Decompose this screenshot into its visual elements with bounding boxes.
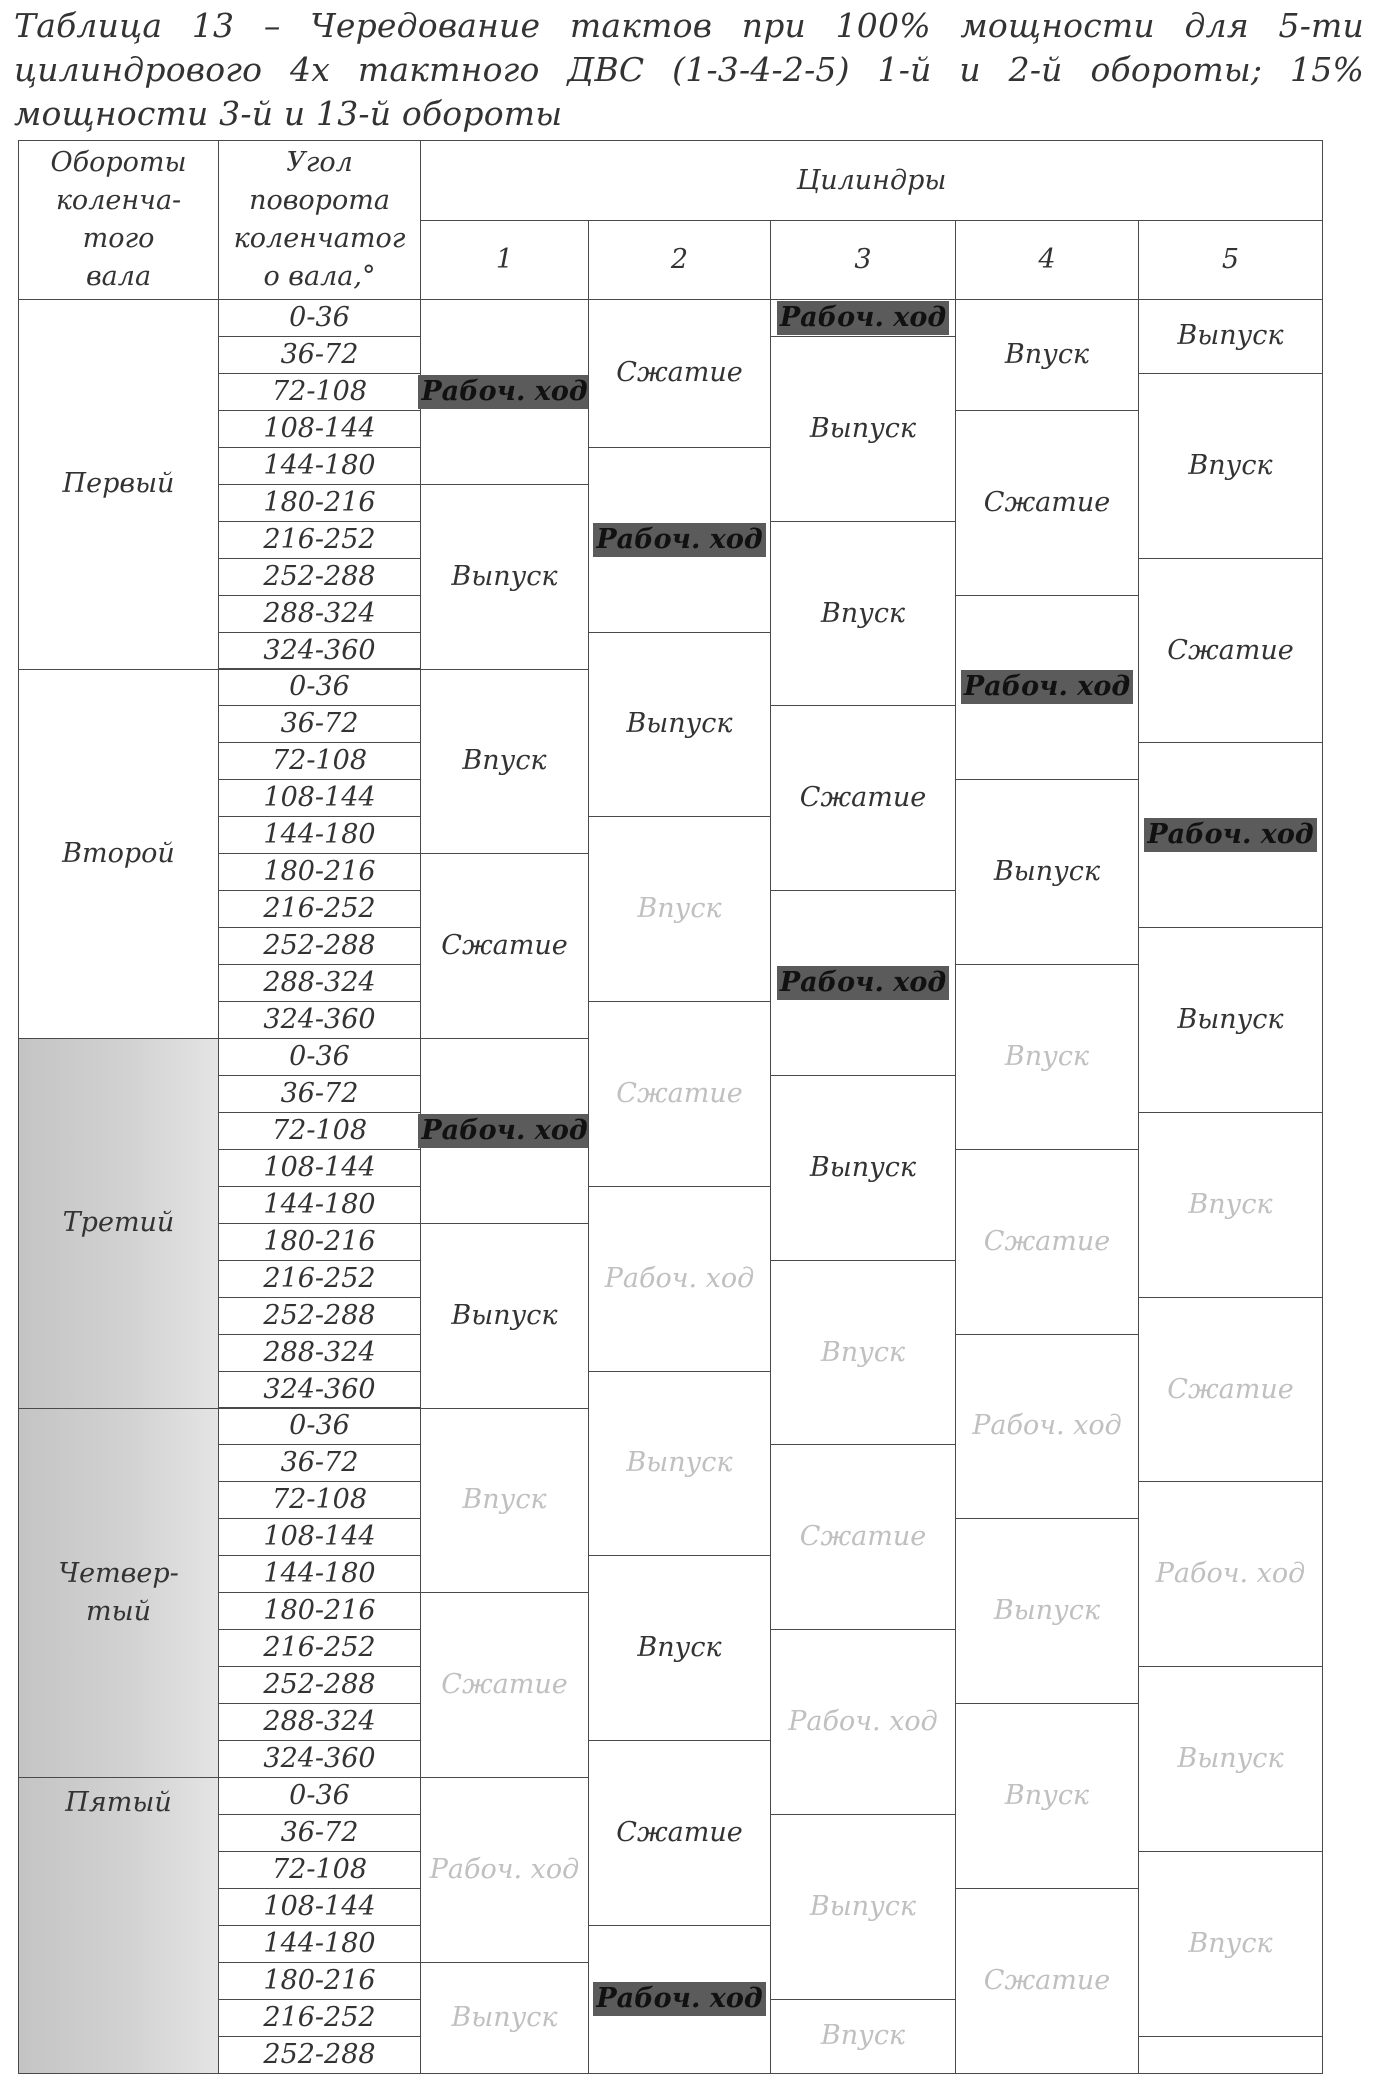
header-cylinders-label: Цилиндры bbox=[797, 162, 947, 200]
angle-value: 108-144 bbox=[263, 1518, 375, 1556]
stroke-cell-cyl2 bbox=[588, 299, 771, 448]
angle-value: 324-360 bbox=[263, 1371, 375, 1409]
angle-value: 288-324 bbox=[263, 595, 375, 633]
angle-cell bbox=[218, 779, 421, 817]
angle-cell bbox=[218, 1555, 421, 1593]
angle-cell bbox=[218, 1925, 421, 1963]
angle-value: 72-108 bbox=[272, 1851, 367, 1889]
stroke-cell-cyl3 bbox=[770, 1075, 956, 1261]
revolution-cell bbox=[18, 1408, 219, 1779]
stroke-label: Впуск bbox=[821, 595, 905, 633]
angle-value: 324-360 bbox=[263, 1001, 375, 1039]
stroke-cell-cyl5 bbox=[1138, 373, 1323, 559]
angle-value: 36-72 bbox=[281, 705, 359, 743]
angle-value: 216-252 bbox=[263, 521, 375, 559]
stroke-cell-cyl4 bbox=[955, 299, 1139, 411]
stroke-cell-cyl1 bbox=[420, 299, 589, 485]
angle-cell bbox=[218, 1112, 421, 1150]
stroke-cell-cyl3 bbox=[770, 521, 956, 707]
angle-cell bbox=[218, 1297, 421, 1335]
stroke-cell-cyl5 bbox=[1138, 299, 1323, 374]
angle-cell bbox=[218, 669, 421, 707]
stroke-label: Выпуск bbox=[1177, 317, 1283, 355]
angle-value: 108-144 bbox=[263, 1149, 375, 1187]
cylinder-number: 4 bbox=[1038, 241, 1055, 279]
stroke-cell-cyl2 bbox=[588, 1371, 771, 1557]
revolution-label: Третий bbox=[63, 1204, 175, 1242]
stroke-cell-cyl5 bbox=[1138, 2036, 1323, 2074]
angle-value: 324-360 bbox=[263, 632, 375, 670]
stroke-cell-cyl5 bbox=[1138, 1112, 1323, 1298]
stroke-cell-cyl3 bbox=[770, 299, 956, 337]
header-cylinder-3 bbox=[770, 220, 956, 300]
angle-value: 180-216 bbox=[263, 853, 375, 891]
stroke-label: Выпуск bbox=[626, 1444, 732, 1482]
angle-value: 144-180 bbox=[263, 1555, 375, 1593]
angle-cell bbox=[218, 1518, 421, 1556]
stroke-cell-cyl4 bbox=[955, 1518, 1139, 1704]
header-angle bbox=[218, 140, 421, 300]
angle-cell bbox=[218, 484, 421, 522]
stroke-label: Впуск bbox=[637, 1629, 721, 1667]
angle-cell bbox=[218, 1851, 421, 1889]
stroke-label: Впуск bbox=[1188, 1925, 1272, 1963]
stroke-label: Впуск bbox=[1188, 1186, 1272, 1224]
stroke-cell-cyl1 bbox=[420, 484, 589, 670]
angle-value: 108-144 bbox=[263, 779, 375, 817]
angle-value: 180-216 bbox=[263, 1962, 375, 2000]
stroke-cell-cyl3 bbox=[770, 890, 956, 1076]
stroke-cell-cyl2 bbox=[588, 1740, 771, 1926]
stroke-cell-cyl1 bbox=[420, 1223, 589, 1409]
angle-value: 0-36 bbox=[289, 299, 350, 337]
stroke-cell-cyl5 bbox=[1138, 1297, 1323, 1483]
stroke-label: Сжатие bbox=[616, 1075, 742, 1113]
header-angle-label: Угол поворота коленчатог о вала,° bbox=[234, 144, 406, 296]
stroke-cell-cyl1 bbox=[420, 1038, 589, 1224]
stroke-cell-cyl2 bbox=[588, 447, 771, 633]
power-stroke-label: Рабоч. ход bbox=[1144, 818, 1316, 852]
cylinder-number: 5 bbox=[1222, 241, 1239, 279]
revolution-label: Пятый bbox=[65, 1784, 171, 1822]
angle-value: 36-72 bbox=[281, 336, 359, 374]
stroke-label: Впуск bbox=[821, 1334, 905, 1372]
stroke-cell-cyl4 bbox=[955, 779, 1139, 965]
angle-cell bbox=[218, 964, 421, 1002]
angle-value: 72-108 bbox=[272, 742, 367, 780]
power-stroke-label: Рабоч. ход bbox=[777, 966, 949, 1000]
header-cylinder-2 bbox=[588, 220, 771, 300]
stroke-label: Выпуск bbox=[994, 853, 1100, 891]
power-stroke-label: Рабоч. ход bbox=[418, 375, 590, 409]
stroke-cell-cyl3 bbox=[770, 336, 956, 522]
cylinder-number: 3 bbox=[854, 241, 871, 279]
angle-value: 252-288 bbox=[263, 558, 375, 596]
stroke-label: Сжатие bbox=[616, 1814, 742, 1852]
angle-value: 144-180 bbox=[263, 447, 375, 485]
stroke-cell-cyl3 bbox=[770, 1444, 956, 1630]
angle-value: 216-252 bbox=[263, 1260, 375, 1298]
stroke-cell-cyl4 bbox=[955, 595, 1139, 781]
stroke-label: Впуск bbox=[1188, 447, 1272, 485]
angle-value: 0-36 bbox=[289, 1777, 350, 1815]
angle-cell bbox=[218, 1408, 421, 1446]
angle-cell bbox=[218, 1075, 421, 1113]
cylinder-number: 2 bbox=[671, 241, 688, 279]
stroke-cell-cyl1 bbox=[420, 1777, 589, 1963]
angle-cell bbox=[218, 595, 421, 633]
angle-cell bbox=[218, 1629, 421, 1667]
angle-cell bbox=[218, 632, 421, 670]
angle-cell bbox=[218, 1260, 421, 1298]
angle-cell bbox=[218, 1666, 421, 1704]
stroke-cell-cyl1 bbox=[420, 1962, 589, 2074]
angle-cell bbox=[218, 1038, 421, 1076]
stroke-cell-cyl2 bbox=[588, 1555, 771, 1741]
revolution-cell bbox=[18, 1777, 219, 2074]
strokes-table bbox=[0, 0, 1377, 2086]
angle-value: 252-288 bbox=[263, 1666, 375, 1704]
angle-cell bbox=[218, 816, 421, 854]
stroke-label: Сжатие bbox=[800, 1518, 926, 1556]
stroke-label: Впуск bbox=[1005, 1038, 1089, 1076]
angle-value: 288-324 bbox=[263, 964, 375, 1002]
angle-cell bbox=[218, 705, 421, 743]
header-cylinder-1 bbox=[420, 220, 589, 300]
stroke-label: Выпуск bbox=[451, 1999, 557, 2037]
revolution-cell bbox=[18, 669, 219, 1040]
angle-cell bbox=[218, 447, 421, 485]
stroke-label: Сжатие bbox=[984, 484, 1110, 522]
angle-value: 72-108 bbox=[272, 1112, 367, 1150]
angle-value: 36-72 bbox=[281, 1814, 359, 1852]
angle-cell bbox=[218, 1444, 421, 1482]
angle-cell bbox=[218, 890, 421, 928]
power-stroke-label: Рабоч. ход bbox=[593, 523, 765, 557]
angle-cell bbox=[218, 742, 421, 780]
header-revolutions bbox=[18, 140, 219, 300]
angle-cell bbox=[218, 1592, 421, 1630]
angle-cell bbox=[218, 410, 421, 448]
angle-value: 144-180 bbox=[263, 1186, 375, 1224]
angle-value: 108-144 bbox=[263, 1888, 375, 1926]
stroke-label: Рабоч. ход bbox=[788, 1703, 938, 1741]
angle-value: 288-324 bbox=[263, 1334, 375, 1372]
document-page bbox=[0, 0, 1377, 2086]
stroke-cell-cyl2 bbox=[588, 816, 771, 1002]
stroke-label: Впуск bbox=[462, 1481, 546, 1519]
angle-value: 252-288 bbox=[263, 927, 375, 965]
angle-value: 252-288 bbox=[263, 1297, 375, 1335]
angle-cell bbox=[218, 1962, 421, 2000]
stroke-label: Сжатие bbox=[441, 1666, 567, 1704]
angle-cell bbox=[218, 1149, 421, 1187]
angle-cell bbox=[218, 927, 421, 965]
stroke-cell-cyl3 bbox=[770, 705, 956, 891]
stroke-label: Сжатие bbox=[616, 354, 742, 392]
angle-cell bbox=[218, 558, 421, 596]
stroke-label: Выпуск bbox=[451, 1297, 557, 1335]
angle-value: 216-252 bbox=[263, 890, 375, 928]
stroke-cell-cyl1 bbox=[420, 669, 589, 855]
angle-value: 288-324 bbox=[263, 1703, 375, 1741]
stroke-label: Сжатие bbox=[984, 1962, 1110, 2000]
stroke-cell-cyl2 bbox=[588, 1001, 771, 1187]
angle-cell bbox=[218, 1703, 421, 1741]
angle-value: 252-288 bbox=[263, 2036, 375, 2074]
stroke-cell-cyl4 bbox=[955, 1888, 1139, 2074]
angle-value: 36-72 bbox=[281, 1444, 359, 1482]
stroke-label: Выпуск bbox=[1177, 1740, 1283, 1778]
angle-value: 216-252 bbox=[263, 1629, 375, 1667]
stroke-label: Рабоч. ход bbox=[430, 1851, 580, 1889]
angle-cell bbox=[218, 373, 421, 411]
stroke-cell-cyl2 bbox=[588, 1186, 771, 1372]
power-stroke-label: Рабоч. ход bbox=[777, 301, 949, 335]
stroke-cell-cyl3 bbox=[770, 1999, 956, 2074]
stroke-label: Выпуск bbox=[810, 410, 916, 448]
angle-cell bbox=[218, 1888, 421, 1926]
power-stroke-label: Рабоч. ход bbox=[593, 1982, 765, 2016]
stroke-cell-cyl5 bbox=[1138, 742, 1323, 928]
table-caption: Таблица 13 – Чередование тактов при 100% мощности для 5-ти цилиндрового 4х тактного ДВС (1-3-4-2-5) 1-й и 2-й обороты; 15% мощности 3-й и 13-й обороты bbox=[14, 4, 1364, 136]
stroke-cell-cyl4 bbox=[955, 1703, 1139, 1889]
header-cylinders bbox=[420, 140, 1323, 221]
angle-value: 0-36 bbox=[289, 668, 350, 706]
stroke-label: Рабоч. ход bbox=[1156, 1555, 1306, 1593]
angle-cell bbox=[218, 1186, 421, 1224]
revolution-label: Второй bbox=[62, 835, 175, 873]
stroke-label: Выпуск bbox=[1177, 1001, 1283, 1039]
revolution-label: Четвер- тый bbox=[58, 1555, 179, 1631]
stroke-cell-cyl2 bbox=[588, 1925, 771, 2074]
stroke-cell-cyl3 bbox=[770, 1814, 956, 2000]
stroke-label: Сжатие bbox=[1167, 1371, 1293, 1409]
angle-value: 180-216 bbox=[263, 1223, 375, 1261]
stroke-label: Рабоч. ход bbox=[972, 1407, 1122, 1445]
angle-cell bbox=[218, 2036, 421, 2074]
angle-value: 72-108 bbox=[272, 373, 367, 411]
stroke-cell-cyl4 bbox=[955, 1149, 1139, 1335]
stroke-label: Сжатие bbox=[1167, 632, 1293, 670]
angle-cell bbox=[218, 853, 421, 891]
angle-value: 216-252 bbox=[263, 1999, 375, 2037]
angle-value: 144-180 bbox=[263, 1925, 375, 1963]
stroke-cell-cyl3 bbox=[770, 1260, 956, 1446]
stroke-cell-cyl4 bbox=[955, 964, 1139, 1150]
angle-cell bbox=[218, 1999, 421, 2037]
stroke-cell-cyl4 bbox=[955, 410, 1139, 596]
cylinder-number: 1 bbox=[496, 241, 513, 279]
stroke-label: Выпуск bbox=[810, 1149, 916, 1187]
stroke-label: Впуск bbox=[1005, 1777, 1089, 1815]
header-revolutions-label: Обороты коленча- того вала bbox=[50, 144, 186, 296]
stroke-label: Рабоч. ход bbox=[605, 1260, 755, 1298]
power-stroke-label: Рабоч. ход bbox=[418, 1114, 590, 1148]
stroke-label: Выпуск bbox=[451, 558, 557, 596]
stroke-cell-cyl5 bbox=[1138, 927, 1323, 1113]
revolution-cell bbox=[18, 299, 219, 670]
angle-cell bbox=[218, 1334, 421, 1372]
angle-value: 0-36 bbox=[289, 1407, 350, 1445]
stroke-label: Выпуск bbox=[994, 1592, 1100, 1630]
stroke-label: Впуск bbox=[462, 742, 546, 780]
stroke-label: Выпуск bbox=[626, 705, 732, 743]
revolution-cell bbox=[18, 1038, 219, 1409]
angle-cell bbox=[218, 1740, 421, 1778]
stroke-label: Сжатие bbox=[984, 1223, 1110, 1261]
power-stroke-label: Рабоч. ход bbox=[961, 670, 1133, 704]
angle-value: 72-108 bbox=[272, 1481, 367, 1519]
angle-value: 0-36 bbox=[289, 1038, 350, 1076]
angle-cell bbox=[218, 521, 421, 559]
angle-cell bbox=[218, 299, 421, 337]
revolution-label: Первый bbox=[63, 465, 175, 503]
stroke-label: Сжатие bbox=[800, 779, 926, 817]
stroke-cell-cyl2 bbox=[588, 632, 771, 818]
angle-value: 180-216 bbox=[263, 1592, 375, 1630]
stroke-label: Выпуск bbox=[810, 1888, 916, 1926]
stroke-cell-cyl5 bbox=[1138, 1851, 1323, 2037]
angle-cell bbox=[218, 1223, 421, 1261]
stroke-cell-cyl1 bbox=[420, 1592, 589, 1778]
stroke-cell-cyl5 bbox=[1138, 1481, 1323, 1667]
stroke-cell-cyl1 bbox=[420, 853, 589, 1039]
angle-value: 36-72 bbox=[281, 1075, 359, 1113]
angle-cell bbox=[218, 1814, 421, 1852]
stroke-label: Впуск bbox=[637, 890, 721, 928]
angle-cell bbox=[218, 336, 421, 374]
stroke-cell-cyl3 bbox=[770, 1629, 956, 1815]
stroke-label: Впуск bbox=[1005, 336, 1089, 374]
stroke-cell-cyl1 bbox=[420, 1408, 589, 1594]
angle-cell bbox=[218, 1371, 421, 1409]
stroke-label: Сжатие bbox=[441, 927, 567, 965]
angle-value: 108-144 bbox=[263, 410, 375, 448]
angle-value: 324-360 bbox=[263, 1740, 375, 1778]
header-cylinder-4 bbox=[955, 220, 1139, 300]
angle-cell bbox=[218, 1777, 421, 1815]
stroke-label: Впуск bbox=[821, 2017, 905, 2055]
angle-value: 180-216 bbox=[263, 484, 375, 522]
header-cylinder-5 bbox=[1138, 220, 1323, 300]
stroke-cell-cyl4 bbox=[955, 1334, 1139, 1520]
angle-cell bbox=[218, 1481, 421, 1519]
angle-value: 144-180 bbox=[263, 816, 375, 854]
stroke-cell-cyl5 bbox=[1138, 558, 1323, 744]
angle-cell bbox=[218, 1001, 421, 1039]
stroke-cell-cyl5 bbox=[1138, 1666, 1323, 1852]
